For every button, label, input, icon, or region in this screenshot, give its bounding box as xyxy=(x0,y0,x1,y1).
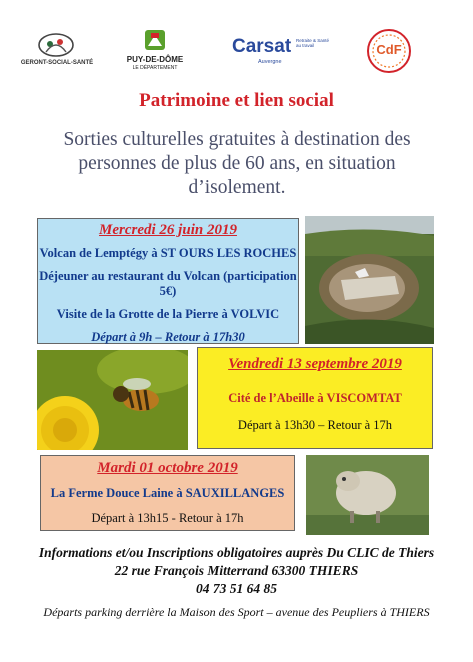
event-box-3 xyxy=(40,455,295,531)
subtitle-line-1: Sorties culturelles gratuites à destination des xyxy=(63,129,411,150)
puydedome-sub: LE DÉPARTEMENT xyxy=(132,65,178,71)
gerontosocial-logo xyxy=(14,30,100,74)
info-line-1: Informations et/ou Inscriptions obligatoires auprès Du CLIC de Thiers xyxy=(38,545,435,560)
bee-photo xyxy=(37,350,188,450)
subtitle-line-2: personnes de plus de 60 ans, en situation xyxy=(78,153,396,174)
info-line-2: 22 rue François Mitterrand 63300 THIERS xyxy=(114,563,359,578)
event-1-line-3: Visite de la Grotte de la Pierre à VOLVIC xyxy=(56,307,280,321)
event-2-date: Vendredi 13 septembre 2019 xyxy=(228,356,402,372)
carsat-side: Retraite & Santé au travail xyxy=(296,38,330,48)
event-1-date: Mercredi 26 juin 2019 xyxy=(99,222,237,238)
event-2-line-1: Cité de l’Abeille à VISCOMTAT xyxy=(228,391,402,405)
event-box-1 xyxy=(37,218,299,344)
carsat-region: Auvergne xyxy=(258,59,282,65)
subtitle-line-3: d’isolement. xyxy=(188,177,286,198)
volcano-photo xyxy=(305,216,434,344)
carsat-logo xyxy=(232,34,330,68)
page-subtitle xyxy=(22,128,452,200)
event-1-times: Départ à 9h – Retour à 17h30 xyxy=(91,330,245,344)
event-2-times: Départ à 13h30 – Retour à 17h xyxy=(237,418,393,432)
sheep-photo xyxy=(306,455,429,535)
carsat-name: Carsat xyxy=(232,36,292,57)
event-1-line-2: Déjeuner au restaurant du Volcan (participation 5€) xyxy=(39,269,297,298)
event-3-line-1: La Ferme Douce Laine à SAUXILLANGES xyxy=(50,486,285,500)
puydedome-name: PUY-DE-DÔME xyxy=(126,55,184,64)
cdf-logo xyxy=(352,26,426,80)
event-3-date: Mardi 01 octobre 2019 xyxy=(97,460,238,476)
event-box-2 xyxy=(197,347,433,449)
gerontosocial-label: GERONT-SOCIAL-SANTÉ xyxy=(20,60,94,66)
footer-note: Départs parking derrière la Maison des Sport – avenue des Peupliers à THIERS xyxy=(43,605,430,619)
event-1-line-1: Volcan de Lemptégy à ST OURS LES ROCHES xyxy=(39,246,297,260)
event-3-times: Départ à 13h15 - Retour à 17h xyxy=(91,511,244,525)
cdf-name: CdF xyxy=(376,42,402,57)
page-title: Patrimoine et lien social xyxy=(139,90,334,111)
puydedome-logo xyxy=(122,28,188,74)
gerontosocial-emblem-icon xyxy=(39,34,73,56)
info-phone: 04 73 51 64 85 xyxy=(196,581,277,596)
puydedome-emblem-icon xyxy=(145,30,165,50)
